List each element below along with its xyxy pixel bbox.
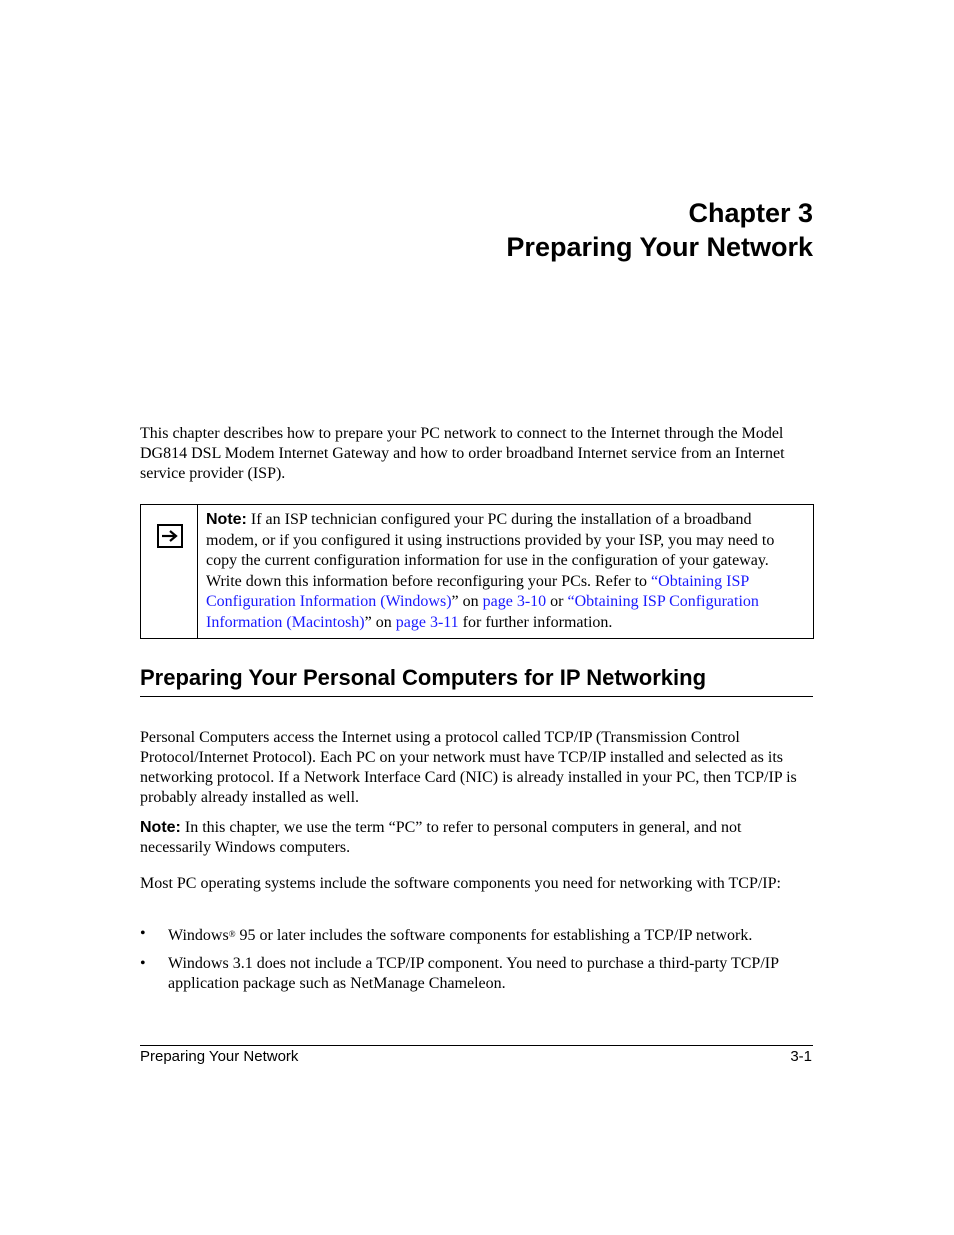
section-note-label: Note: xyxy=(140,819,181,836)
bullet-text: 95 or later includes the software components for establishing a TCP/IP network. xyxy=(235,927,753,944)
bullet-item-windows-31 xyxy=(140,954,814,994)
section-note-text: In this chapter, we use the term “PC” to refer to personal computers in general, and not necessarily Windows computers. xyxy=(140,819,742,856)
note-label: Note: xyxy=(206,511,247,528)
bullet-dot: • xyxy=(140,955,146,972)
section-paragraph-1: Personal Computers access the Internet using a protocol called TCP/IP (Transmission Control Protocol/Internet Protocol). Each PC on your network must have TCP/IP installed and selected as its networking protocol. If a Network Interface Card (NIC) is already installed in your PC, then TCP/IP is probably already installed as well. xyxy=(140,729,797,806)
page-number: 3-1 xyxy=(790,1048,812,1065)
note-text-part: or xyxy=(546,593,568,610)
arrow-right-icon xyxy=(157,524,183,548)
section-heading: Preparing Your Personal Computers for IP Networking xyxy=(140,664,813,697)
chapter-number: Chapter 3 xyxy=(688,198,813,228)
note-text-part: ” on xyxy=(364,613,396,631)
note-box xyxy=(140,504,814,639)
chapter-name: Preparing Your Network xyxy=(506,232,813,262)
bullet-text: Windows 3.1 does not include a TCP/IP component. You need to purchase a third-party TCP/IP application package such as NetManage Chameleon. xyxy=(168,955,779,992)
bullet-dot: • xyxy=(140,925,146,942)
note-text-part: If an ISP technician configured your PC during the installation of a broadband modem, or if you configured it using instructions provided by your ISP, you may need to copy the current configuration information for use in the configuration of your gateway. Write down this information before reconfiguring your PCs. Refer to xyxy=(206,511,775,590)
note-text xyxy=(198,505,813,638)
intro-paragraph: This chapter describes how to prepare your PC network to connect to the Internet through the Model DG814 DSL Modem Internet Gateway and how to order broadband Internet service from an Internet service provider (ISP). xyxy=(140,425,785,482)
footer-rule xyxy=(140,1045,813,1046)
link-obtaining-isp-macintosh[interactable]: “Obtaining ISP Configuration Information (Macintosh) xyxy=(206,593,759,631)
note-text-part: ” on xyxy=(451,593,483,610)
bullet-text: Windows xyxy=(168,927,229,944)
note-text-part: for further information. xyxy=(458,613,613,631)
chapter-title xyxy=(506,196,813,264)
link-page-3-10[interactable]: page 3-10 xyxy=(482,593,547,610)
bullet-item-windows-95 xyxy=(140,924,814,946)
section-paragraph-2: Most PC operating systems include the software components you need for networking with TCP/IP: xyxy=(140,875,781,892)
note-icon-cell xyxy=(141,505,198,638)
link-page-3-11[interactable]: page 3-11 xyxy=(395,613,459,631)
link-obtaining-isp-windows[interactable]: “Obtaining ISP Configuration Information (Windows) xyxy=(206,572,749,610)
section-note xyxy=(140,818,814,858)
footer-title: Preparing Your Network xyxy=(140,1048,299,1065)
registered-mark: ® xyxy=(228,929,236,939)
